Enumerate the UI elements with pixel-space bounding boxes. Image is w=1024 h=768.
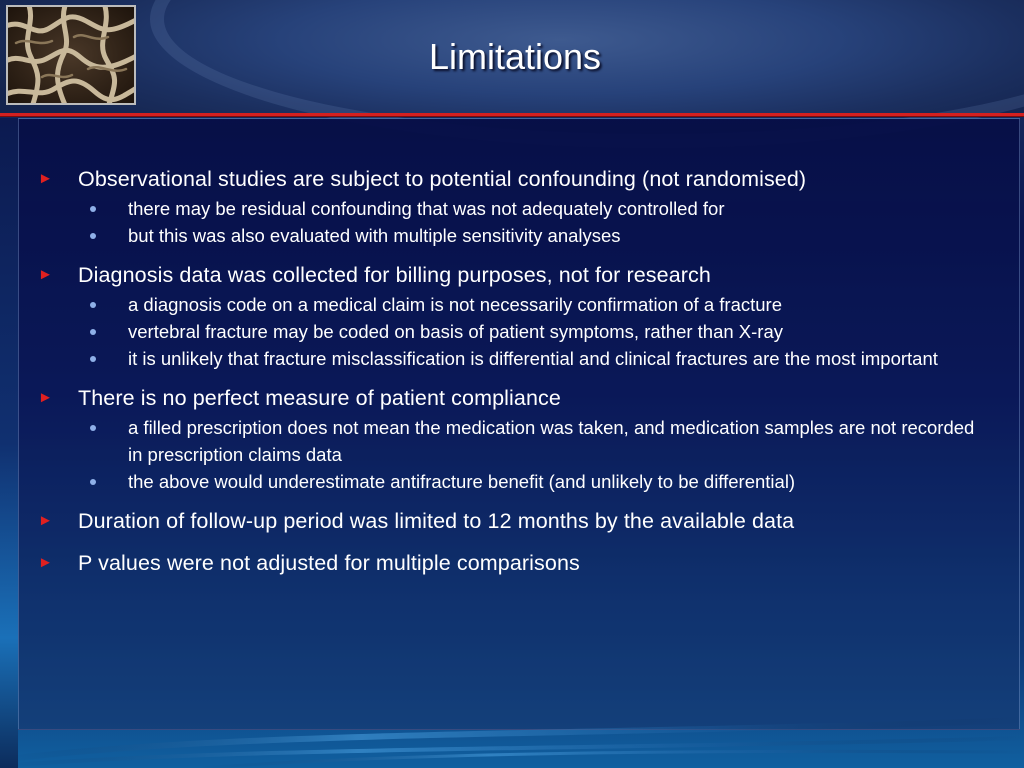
bullet-text: Observational studies are subject to potential confounding (not randomised) [78, 167, 807, 191]
sub-bullet [36, 468, 986, 495]
sub-bullet-text: it is unlikely that fracture misclassification is differential and clinical fractures are the most important [128, 348, 938, 369]
round-dot-bullet-icon [36, 468, 128, 495]
bullet-text: There is no perfect measure of patient compliance [78, 386, 561, 410]
bullet-content [36, 163, 986, 579]
bullet-point [36, 259, 986, 372]
round-dot-bullet-icon [36, 318, 128, 345]
sub-bullet-text: vertebral fracture may be coded on basis of patient symptoms, rather than X-ray [128, 321, 784, 342]
round-dot-bullet-icon [36, 195, 128, 222]
round-dot-bullet-icon [36, 414, 128, 441]
sub-bullet-text: but this was also evaluated with multiple sensitivity analyses [128, 225, 621, 246]
red-triangle-bullet-icon: ► [38, 266, 53, 283]
sub-bullet [36, 222, 986, 249]
sub-bullet-list [36, 414, 986, 495]
bottom-light-streaks [0, 690, 1024, 768]
red-triangle-bullet-icon: ► [38, 554, 53, 571]
sub-bullet-text: a diagnosis code on a medical claim is not necessarily confirmation of a fracture [128, 294, 782, 315]
left-edge-glow [0, 118, 18, 768]
sub-bullet-text: a filled prescription does not mean the medication was taken, and medication samples are not recorded in prescription claims data [128, 417, 975, 465]
round-dot-bullet-icon [36, 291, 128, 318]
bullet-point [36, 163, 986, 249]
sub-bullet [36, 291, 986, 318]
sub-bullet [36, 345, 986, 372]
bullet-point [36, 505, 986, 537]
sub-bullet [36, 195, 986, 222]
red-triangle-bullet-icon: ► [38, 512, 53, 529]
sub-bullet-list [36, 195, 986, 249]
bullet-text: Duration of follow-up period was limited to 12 months by the available data [78, 509, 795, 533]
bullet-point [36, 382, 986, 495]
red-triangle-bullet-icon: ► [38, 170, 53, 187]
sub-bullet-list [36, 291, 986, 372]
header-divider [0, 113, 1024, 116]
bullet-text: P values were not adjusted for multiple comparisons [78, 551, 580, 575]
bone-trabecular-structure-icon [6, 5, 136, 105]
round-dot-bullet-icon [36, 345, 128, 372]
bullet-point [36, 547, 986, 579]
bullet-text: Diagnosis data was collected for billing purposes, not for research [78, 263, 711, 287]
sub-bullet [36, 414, 986, 468]
red-triangle-bullet-icon: ► [38, 389, 53, 406]
sub-bullet-text: the above would underestimate antifracture benefit (and unlikely to be differential) [128, 471, 796, 492]
slide-title: Limitations [428, 36, 602, 77]
sub-bullet [36, 318, 986, 345]
sub-bullet-text: there may be residual confounding that was not adequately controlled for [128, 198, 725, 219]
round-dot-bullet-icon [36, 222, 128, 249]
